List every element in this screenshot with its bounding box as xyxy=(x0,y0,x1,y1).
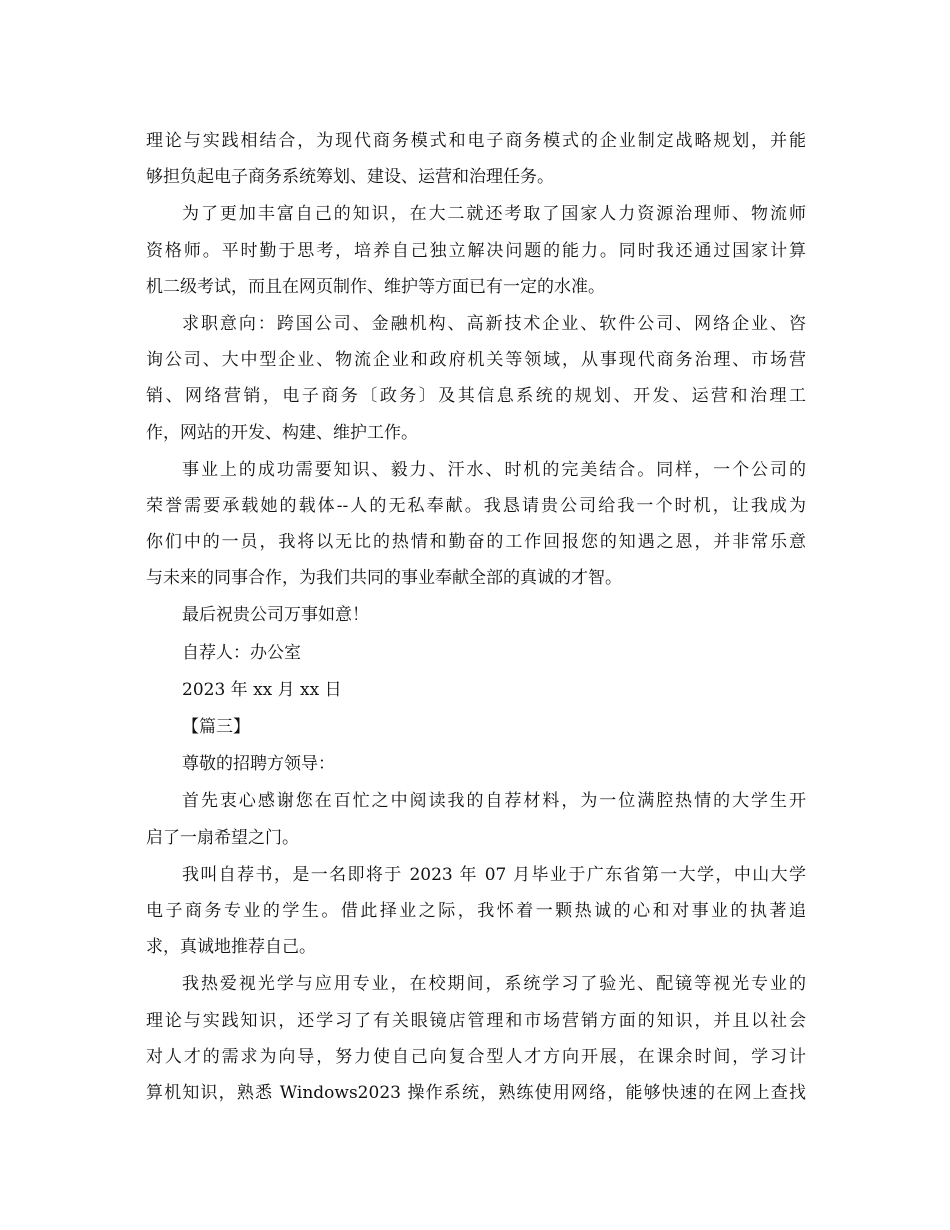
section-heading xyxy=(146,709,806,745)
text-line: 电子商务专业的学生。借此择业之际，我怀着一颗热诚的心和对事业的执著追 xyxy=(146,900,806,921)
paragraph xyxy=(146,123,806,195)
date xyxy=(146,672,806,708)
text-line: 启了一扇希望之门。 xyxy=(146,827,299,848)
text-line: 我热爱视光学与应用专业，在校期间，系统学习了验光、配镜等视光专业的 xyxy=(182,974,806,995)
text-line: 作，网站的开发、构建、维护工作。 xyxy=(146,422,418,443)
document-body xyxy=(146,123,806,1112)
paragraph xyxy=(146,857,806,966)
text-line: 荣誉需要承载她的载体--人的无私奉献。我恳请贵公司给我一个时机，让我成为 xyxy=(146,495,806,516)
text-line: 自荐人：办公室 xyxy=(182,642,301,663)
text-line: 首先衷心感谢您在百忙之中阅读我的自荐材料，为一位满腔热情的大学生开 xyxy=(182,791,806,812)
text-line: 销、网络营销，电子商务〔政务〕及其信息系统的规划、开发、运营和治理工 xyxy=(146,386,806,407)
text-line: 事业上的成功需要知识、毅力、汗水、时机的完美结合。同样，一个公司的 xyxy=(182,459,806,480)
text-line: 最后祝贵公司万事如意！ xyxy=(182,605,369,626)
text-line: 求职意向：跨国公司、金融机构、高新技术企业、软件公司、网络企业、咨 xyxy=(182,313,806,334)
text-line: 理论与实践知识，还学习了有关眼镜店管理和市场营销方面的知识，并且以社会 xyxy=(146,1010,806,1031)
salutation xyxy=(146,746,806,782)
paragraph xyxy=(146,196,806,305)
text-line: 够担负起电子商务系统筹划、建设、运营和治理任务。 xyxy=(146,167,554,188)
text-line: 尊敬的招聘方领导： xyxy=(182,754,335,775)
text-line: 算机知识，熟悉 Windows2023 操作系统，熟练使用网络，能够快速的在网上查找 xyxy=(146,1082,806,1103)
paragraph xyxy=(146,452,806,597)
text-line: 我叫自荐书，是一名即将于 2023 年 07 月毕业于广东省第一大学，中山大学 xyxy=(182,864,806,885)
text-line: 询公司、大中型企业、物流企业和政府机关等领域，从事现代商务治理、市场营 xyxy=(146,350,806,371)
text-line: 机二级考试，而且在网页制作、维护等方面已有一定的水准。 xyxy=(146,276,605,297)
paragraph xyxy=(146,306,806,451)
paragraph xyxy=(146,966,806,1111)
text-line: 理论与实践相结合，为现代商务模式和电子商务模式的企业制定战略规划，并能 xyxy=(146,131,806,151)
text-line: 为了更加丰富自己的知识，在大二就还考取了国家人力资源治理师、物流师 xyxy=(182,204,806,225)
text-line: 与未来的同事合作，为我们共同的事业奉献全部的真诚的才智。 xyxy=(146,568,622,589)
text-line: 【篇三】 xyxy=(182,717,250,737)
text-line: 资格师。平时勤于思考，培养自己独立解决问题的能力。同时我还通过国家计算 xyxy=(146,240,806,261)
text-line: 2023 年 xx 月 xx 日 xyxy=(182,679,342,700)
closing-wish xyxy=(146,597,806,633)
text-line: 对人才的需求为向导，努力使自己向复合型人才方向开展，在课余时间，学习计 xyxy=(146,1046,806,1067)
paragraph xyxy=(146,783,806,855)
text-line: 求，真诚地推荐自己。 xyxy=(146,937,316,958)
text-line: 你们中的一员，我将以无比的热情和勤奋的工作回报您的知遇之恩，并非常乐意 xyxy=(146,532,806,553)
signature xyxy=(146,635,806,671)
